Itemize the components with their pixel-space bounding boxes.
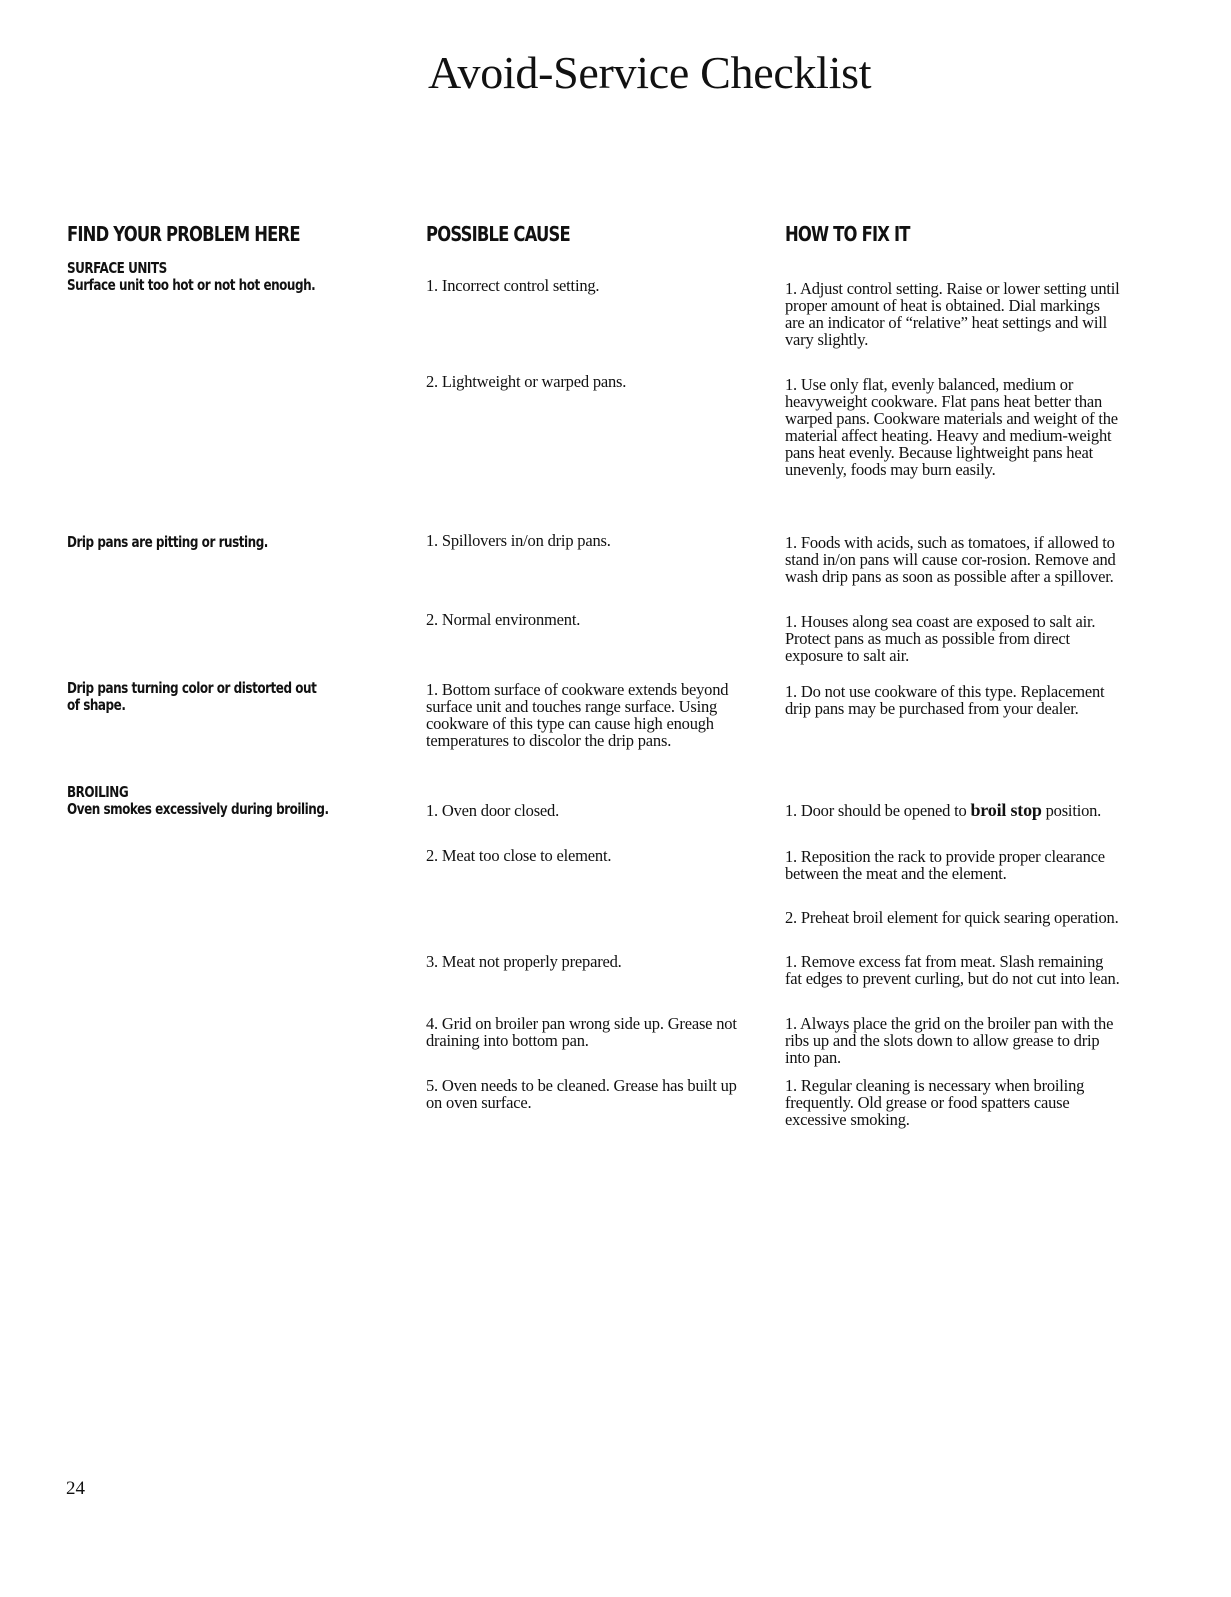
cause-oven-needs-cleaning: 5. Oven needs to be cleaned. Grease has built up on oven surface. — [426, 1076, 737, 1112]
fix-preheat-broil: 2. Preheat broil element for quick searing operation. — [785, 908, 1119, 927]
fix-wash-drip-pans: 1. Foods with acids, such as tomatoes, if allowed to stand in/on pans will cause cor-rosion. Remove and wash drip pans as soon as possible after a spillover. — [785, 533, 1116, 586]
fix-regular-cleaning: 1. Regular cleaning is necessary when broiling frequently. Old grease or food spatters cause excessive smoking. — [785, 1076, 1085, 1129]
problem-drip-pans-discolor — [67, 680, 379, 714]
fix-text: position. — [1041, 801, 1102, 820]
page-title: Avoid-Service Checklist — [428, 47, 872, 98]
fix-use-flat-cookware: 1. Use only flat, evenly balanced, medium or heavyweight cookware. Flat pans heat better than warped pans. Cookware materials and weight of the material affect heating. Heavy and medium-weight pans heat evenly. Because lightweight pans heat unevenly, foods may burn easily. — [785, 375, 1118, 479]
cause-oven-door-closed: 1. Oven door closed. — [426, 801, 560, 820]
cause-column-header: POSSIBLE CAUSE — [426, 222, 570, 246]
problem-line: Drip pans turning color or distorted out — [67, 679, 317, 697]
fix-reposition-rack: 1. Reposition the rack to provide proper clearance between the meat and the element. — [785, 847, 1105, 883]
section-heading-surface-units: SURFACE UNITS — [67, 259, 167, 277]
fix-open-door — [785, 802, 1120, 819]
cause-grid-wrong-side: 4. Grid on broiler pan wrong side up. Grease not draining into bottom pan. — [426, 1014, 737, 1050]
cause-warped-pans: 2. Lightweight or warped pans. — [426, 372, 627, 391]
page-number: 24 — [66, 1478, 85, 1499]
problem-column-header: FIND YOUR PROBLEM HERE — [67, 222, 300, 246]
cause-meat-too-close: 2. Meat too close to element. — [426, 846, 612, 865]
fix-text: 1. Door should be opened to — [785, 801, 971, 820]
fix-place-grid: 1. Always place the grid on the broiler pan with the ribs up and the slots down to allow grease to drip into pan. — [785, 1014, 1114, 1067]
fix-adjust-control: 1. Adjust control setting. Raise or lower setting until proper amount of heat is obtained. Dial markings are an indicator of “relative” heat settings and will vary slightly. — [785, 279, 1120, 349]
cause-incorrect-setting: 1. Incorrect control setting. — [426, 276, 600, 295]
cause-normal-environment: 2. Normal environment. — [426, 610, 581, 629]
section-heading-broiling: BROILING — [67, 783, 129, 801]
fix-column-header: HOW TO FIX IT — [785, 222, 910, 246]
cause-spillovers: 1. Spillovers in/on drip pans. — [426, 531, 611, 550]
cause-cookware-extends: 1. Bottom surface of cookware extends beyond surface unit and touches range surface. Using cookware of this type can cause high enough temperatures to discolor the drip pans. — [426, 680, 729, 750]
cause-meat-not-prepared: 3. Meat not properly prepared. — [426, 952, 622, 971]
problem-surface-unit-heat: Surface unit too hot or not hot enough. — [67, 276, 316, 294]
problem-line: of shape. — [67, 696, 126, 714]
problem-oven-smokes: Oven smokes excessively during broiling. — [67, 800, 329, 818]
fix-remove-fat: 1. Remove excess fat from meat. Slash remaining fat edges to prevent curling, but do not cut into lean. — [785, 952, 1120, 988]
fix-replace-drip-pans: 1. Do not use cookware of this type. Replacement drip pans may be purchased from your dealer. — [785, 682, 1105, 718]
problem-drip-pans-pitting: Drip pans are pitting or rusting. — [67, 533, 268, 551]
fix-salt-air: 1. Houses along sea coast are exposed to salt air. Protect pans as much as possible from direct exposure to salt air. — [785, 612, 1096, 665]
broil-stop-term: broil stop — [970, 800, 1042, 820]
